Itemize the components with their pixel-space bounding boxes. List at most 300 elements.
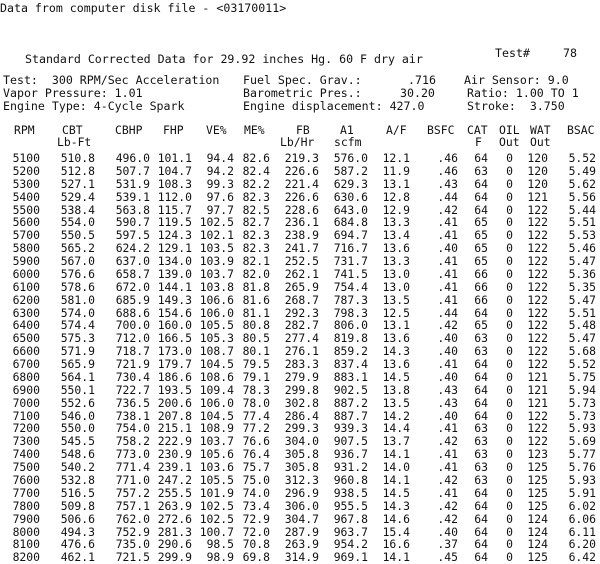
cell-me: 82.6 [242, 151, 270, 165]
cell-af: 14.0 [382, 460, 410, 475]
cell-wat: 122 [527, 357, 548, 372]
cell-bsac: 5.44 [568, 202, 596, 217]
cell-me: 72.0 [242, 524, 270, 539]
cell-fb: 226.6 [284, 189, 319, 204]
cell-bsfc: .43 [437, 395, 458, 410]
table-row [0, 487, 600, 500]
cell-cbhp: 754.0 [115, 421, 150, 436]
cell-fb: 305.8 [284, 447, 319, 462]
cell-fb: 287.9 [284, 524, 319, 539]
cell-wat: 122 [527, 279, 548, 294]
cell-a1: 931.2 [333, 460, 368, 475]
cell-bsac: 5.93 [568, 421, 596, 436]
cell-fhp: 144.1 [157, 279, 192, 294]
cell-ve: 104.5 [199, 408, 234, 423]
cell-af: 13.5 [382, 395, 410, 410]
cell-oil: 0 [506, 254, 513, 269]
cell-bsac: 5.47 [568, 331, 596, 346]
cell-fb: 263.9 [284, 537, 319, 552]
cell-oil: 0 [506, 266, 513, 281]
cell-fhp: 134.0 [157, 254, 192, 269]
cell-wat: 122 [527, 434, 548, 449]
cell-fhp: 149.3 [157, 292, 192, 307]
info-line-1-right: Air Sensor: 9.0 [464, 73, 569, 87]
cell-af: 13.1 [382, 176, 410, 191]
cell-bsac: 5.73 [568, 408, 596, 423]
cell-bsfc: .40 [437, 524, 458, 539]
header-wat-unit: Out [530, 135, 551, 149]
cell-ve: 103.8 [199, 279, 234, 294]
table-row [0, 461, 600, 474]
cell-fb: 241.7 [284, 241, 319, 256]
cell-cbhp: 597.5 [115, 228, 150, 243]
cell-fb: 252.5 [284, 254, 319, 269]
cell-bsfc: .40 [437, 369, 458, 384]
cell-rpm: 5700 [12, 228, 40, 243]
cell-bsac: 5.76 [568, 460, 596, 475]
cell-cbt: 574.0 [60, 305, 95, 320]
cell-ve: 108.9 [199, 421, 234, 436]
cell-af: 13.8 [382, 382, 410, 397]
cell-af: 14.1 [382, 550, 410, 564]
cell-cbhp: 688.6 [115, 305, 150, 320]
cell-oil: 0 [506, 460, 513, 475]
cell-cbhp: 736.5 [115, 395, 150, 410]
table-row [0, 178, 600, 191]
table-row [0, 410, 600, 423]
test-number-value: 78 [563, 46, 577, 60]
cell-oil: 0 [506, 382, 513, 397]
cell-cbt: 550.0 [60, 421, 95, 436]
cell-cbhp: 757.2 [115, 485, 150, 500]
cell-me: 75.0 [242, 473, 270, 487]
cell-ve: 97.7 [206, 202, 234, 217]
cell-bsac: 5.91 [568, 485, 596, 500]
cell-wat: 122 [527, 215, 548, 230]
cell-bsac: 6.42 [568, 550, 596, 564]
cell-bsac: 5.77 [568, 447, 596, 462]
cell-me: 79.1 [242, 369, 270, 384]
cell-me: 77.4 [242, 408, 270, 423]
cell-fb: 304.0 [284, 434, 319, 449]
cell-ve: 105.5 [199, 318, 234, 333]
cell-cat: 64 [474, 537, 488, 552]
cell-a1: 806.0 [333, 318, 368, 333]
cell-cat: 65 [474, 215, 488, 230]
cell-bsac: 5.62 [568, 176, 596, 191]
cell-a1: 798.3 [333, 305, 368, 320]
table-row [0, 384, 600, 397]
table-row [0, 242, 600, 255]
cell-af: 13.5 [382, 292, 410, 307]
header-fb: FB [296, 123, 310, 137]
cell-cbhp: 658.7 [115, 266, 150, 281]
cell-wat: 122 [527, 292, 548, 307]
cell-oil: 0 [506, 357, 513, 372]
header-cat-unit: F [475, 135, 482, 149]
cell-rpm: 5300 [12, 176, 40, 191]
cell-bsac: 5.46 [568, 241, 596, 256]
cell-oil: 0 [506, 447, 513, 462]
cell-ve: 104.5 [199, 357, 234, 372]
cell-a1: 587.2 [333, 163, 368, 178]
cell-af: 13.6 [382, 331, 410, 346]
cell-me: 80.8 [242, 318, 270, 333]
cell-a1: 859.2 [333, 344, 368, 359]
info-line-3-left: Engine Type: 4-Cycle Spark [3, 99, 185, 113]
cell-cbt: 565.9 [60, 357, 95, 372]
cell-fb: 221.4 [284, 176, 319, 191]
cell-cbhp: 738.1 [115, 408, 150, 423]
cell-cbt: 571.9 [60, 344, 95, 359]
cell-fhp: 239.1 [157, 460, 192, 475]
cell-bsfc: .42 [437, 498, 458, 513]
cell-a1: 969.1 [333, 550, 368, 564]
table-row [0, 538, 600, 551]
cell-af: 14.5 [382, 369, 410, 384]
cell-ve: 106.0 [199, 395, 234, 410]
cell-bsfc: .42 [437, 318, 458, 333]
cell-me: 82.3 [242, 241, 270, 256]
cell-bsac: 5.47 [568, 292, 596, 307]
file-header-line: Data from computer disk file - <03170011> [0, 1, 287, 15]
cell-af: 14.1 [382, 473, 410, 487]
cell-oil: 0 [506, 189, 513, 204]
table-row [0, 500, 600, 513]
table-row [0, 397, 600, 410]
cell-ve: 108.7 [199, 344, 234, 359]
cell-oil: 0 [506, 524, 513, 539]
cell-a1: 939.3 [333, 421, 368, 436]
cell-bsfc: .41 [437, 447, 458, 462]
cell-rpm: 6100 [12, 279, 40, 294]
cell-me: 75.7 [242, 460, 270, 475]
cell-fb: 277.4 [284, 331, 319, 346]
cell-fb: 228.6 [284, 202, 319, 217]
cell-cbhp: 757.1 [115, 498, 150, 513]
cell-cbhp: 590.7 [115, 215, 150, 230]
table-row [0, 204, 600, 217]
cell-cat: 64 [474, 395, 488, 410]
cell-cbhp: 722.7 [115, 382, 150, 397]
cell-me: 82.2 [242, 176, 270, 191]
cell-a1: 960.8 [333, 473, 368, 487]
header-a1: A1 [340, 123, 354, 137]
cell-cbhp: 718.7 [115, 344, 150, 359]
cell-cbt: 552.6 [60, 395, 95, 410]
cell-bsfc: .41 [437, 460, 458, 475]
cell-rpm: 7500 [12, 460, 40, 475]
cell-oil: 0 [506, 369, 513, 384]
cell-af: 13.7 [382, 434, 410, 449]
cell-cbt: 548.6 [60, 447, 95, 462]
cell-cbt: 510.8 [60, 151, 95, 165]
cell-fb: 265.9 [284, 279, 319, 294]
cell-cbhp: 700.0 [115, 318, 150, 333]
header-cat: CAT [467, 123, 488, 137]
cell-bsfc: .41 [437, 254, 458, 269]
cell-cat: 66 [474, 266, 488, 281]
cell-wat: 122 [527, 266, 548, 281]
cell-a1: 731.7 [333, 254, 368, 269]
cell-af: 13.0 [382, 266, 410, 281]
cell-rpm: 5400 [12, 189, 40, 204]
cell-cbt: 574.4 [60, 318, 95, 333]
cell-me: 82.5 [242, 202, 270, 217]
cell-rpm: 5200 [12, 163, 40, 178]
cell-cat: 63 [474, 473, 488, 487]
cell-fb: 236.1 [284, 215, 319, 230]
cell-af: 14.4 [382, 421, 410, 436]
cell-af: 14.3 [382, 344, 410, 359]
cell-cat: 64 [474, 498, 488, 513]
cell-af: 14.6 [382, 511, 410, 526]
cell-bsfc: .43 [437, 382, 458, 397]
cell-fhp: 215.1 [157, 421, 192, 436]
cell-af: 12.1 [382, 151, 410, 165]
cell-bsfc: .45 [437, 550, 458, 564]
cell-fhp: 255.5 [157, 485, 192, 500]
cell-wat: 122 [527, 202, 548, 217]
cell-fhp: 247.2 [157, 473, 192, 487]
cell-af: 13.0 [382, 279, 410, 294]
header-af: A/F [386, 123, 407, 137]
cell-me: 82.3 [242, 228, 270, 243]
cell-a1: 684.8 [333, 215, 368, 230]
cell-me: 80.1 [242, 344, 270, 359]
cell-rpm: 6300 [12, 305, 40, 320]
cell-wat: 120 [527, 163, 548, 178]
cell-fhp: 200.6 [157, 395, 192, 410]
cell-wat: 122 [527, 408, 548, 423]
cell-cbt: 512.8 [60, 163, 95, 178]
cell-fb: 262.1 [284, 266, 319, 281]
cell-cbt: 527.1 [60, 176, 95, 191]
cell-me: 72.9 [242, 511, 270, 526]
cell-af: 12.5 [382, 305, 410, 320]
cell-cbt: 578.6 [60, 279, 95, 294]
cell-cat: 65 [474, 241, 488, 256]
cell-af: 11.9 [382, 163, 410, 178]
cell-me: 73.4 [242, 498, 270, 513]
cell-a1: 629.3 [333, 176, 368, 191]
cell-fb: 219.3 [284, 151, 319, 165]
cell-ve: 103.6 [199, 460, 234, 475]
cell-a1: 936.7 [333, 447, 368, 462]
cell-a1: 716.7 [333, 241, 368, 256]
table-row [0, 152, 600, 165]
cell-fhp: 263.9 [157, 498, 192, 513]
cell-bsac: 5.47 [568, 254, 596, 269]
cell-bsfc: .40 [437, 408, 458, 423]
cell-af: 13.3 [382, 254, 410, 269]
cell-cat: 64 [474, 357, 488, 372]
cell-fhp: 101.1 [157, 151, 192, 165]
cell-cat: 66 [474, 292, 488, 307]
cell-cat: 63 [474, 163, 488, 178]
cell-fb: 302.8 [284, 395, 319, 410]
cell-ve: 94.4 [206, 151, 234, 165]
cell-wat: 121 [527, 189, 548, 204]
cell-cat: 65 [474, 318, 488, 333]
cell-me: 78.3 [242, 382, 270, 397]
cell-oil: 0 [506, 151, 513, 165]
header-cbt-unit: Lb-Ft [57, 135, 92, 149]
cell-oil: 0 [506, 163, 513, 178]
table-row [0, 319, 600, 332]
cell-fb: 226.6 [284, 163, 319, 178]
cell-me: 82.7 [242, 215, 270, 230]
cell-bsac: 5.73 [568, 395, 596, 410]
cell-af: 12.9 [382, 202, 410, 217]
cell-bsac: 5.75 [568, 369, 596, 384]
table-row [0, 345, 600, 358]
cell-me: 74.0 [242, 485, 270, 500]
cell-a1: 694.7 [333, 228, 368, 243]
cell-cbt: 565.2 [60, 241, 95, 256]
cell-oil: 0 [506, 408, 513, 423]
cell-oil: 0 [506, 176, 513, 191]
cell-cbt: 581.0 [60, 292, 95, 307]
cell-bsfc: .44 [437, 305, 458, 320]
cell-rpm: 5800 [12, 241, 40, 256]
cell-a1: 576.0 [333, 151, 368, 165]
table-row [0, 526, 600, 539]
table-row [0, 448, 600, 461]
cell-wat: 122 [527, 421, 548, 436]
info-line-3-mid: Engine displacement: 427.0 [243, 99, 425, 113]
cell-bsac: 5.53 [568, 228, 596, 243]
cell-oil: 0 [506, 485, 513, 500]
cell-cbhp: 672.0 [115, 279, 150, 294]
cell-ve: 94.2 [206, 163, 234, 178]
cell-fhp: 154.6 [157, 305, 192, 320]
cell-wat: 121 [527, 382, 548, 397]
table-row [0, 281, 600, 294]
cell-me: 78.0 [242, 395, 270, 410]
cell-me: 76.6 [242, 434, 270, 449]
cell-bsac: 5.94 [568, 382, 596, 397]
cell-af: 13.6 [382, 241, 410, 256]
cell-cbhp: 624.2 [115, 241, 150, 256]
cell-cbhp: 771.0 [115, 473, 150, 487]
cell-fhp: 129.1 [157, 241, 192, 256]
cell-cbt: 545.5 [60, 434, 95, 449]
cell-cat: 63 [474, 421, 488, 436]
cell-cbt: 564.1 [60, 369, 95, 384]
cell-ve: 103.5 [199, 241, 234, 256]
table-row [0, 435, 600, 448]
cell-bsfc: .41 [437, 357, 458, 372]
cell-a1: 819.8 [333, 331, 368, 346]
cell-rpm: 5900 [12, 254, 40, 269]
cell-af: 14.2 [382, 408, 410, 423]
cell-me: 76.4 [242, 447, 270, 462]
cell-af: 13.1 [382, 318, 410, 333]
cell-a1: 902.5 [333, 382, 368, 397]
cell-rpm: 6700 [12, 357, 40, 372]
cell-cat: 64 [474, 511, 488, 526]
cell-wat: 122 [527, 331, 548, 346]
info-line-2-mid-value: 30.20 [400, 86, 435, 100]
cell-cat: 64 [474, 382, 488, 397]
cell-rpm: 5500 [12, 202, 40, 217]
header-a1-unit: scfm [334, 135, 362, 149]
cell-bsac: 6.20 [568, 537, 596, 552]
cell-rpm: 7700 [12, 485, 40, 500]
cell-a1: 887.7 [333, 408, 368, 423]
cell-bsac: 5.51 [568, 305, 596, 320]
cell-wat: 121 [527, 369, 548, 384]
cell-a1: 954.2 [333, 537, 368, 552]
table-row [0, 165, 600, 178]
cell-fhp: 299.9 [157, 550, 192, 564]
cell-wat: 124 [527, 511, 548, 526]
info-line-3-right: Stroke: 3.750 [467, 99, 565, 113]
cell-bsfc: .42 [437, 434, 458, 449]
cell-ve: 106.6 [199, 292, 234, 307]
cell-me: 82.0 [242, 266, 270, 281]
cell-af: 14.1 [382, 447, 410, 462]
cell-wat: 122 [527, 228, 548, 243]
cell-cbhp: 735.0 [115, 537, 150, 552]
cell-af: 14.5 [382, 485, 410, 500]
cell-rpm: 6500 [12, 331, 40, 346]
cell-cat: 65 [474, 228, 488, 243]
table-row [0, 474, 600, 487]
table-row [0, 268, 600, 281]
cell-fb: 268.7 [284, 292, 319, 307]
cell-bsac: 5.52 [568, 357, 596, 372]
cell-cbhp: 685.9 [115, 292, 150, 307]
cell-a1: 883.1 [333, 369, 368, 384]
cell-wat: 120 [527, 151, 548, 165]
cell-fhp: 124.3 [157, 228, 192, 243]
cell-rpm: 7900 [12, 511, 40, 526]
cell-wat: 122 [527, 318, 548, 333]
cell-oil: 0 [506, 421, 513, 436]
cell-ve: 97.6 [206, 189, 234, 204]
cell-me: 80.5 [242, 331, 270, 346]
cell-cbhp: 730.4 [115, 369, 150, 384]
cell-me: 82.4 [242, 163, 270, 178]
cell-cbhp: 531.9 [115, 176, 150, 191]
cell-bsfc: .40 [437, 344, 458, 359]
cell-ve: 103.7 [199, 434, 234, 449]
cell-bsfc: .44 [437, 189, 458, 204]
cell-cat: 64 [474, 408, 488, 423]
cell-ve: 105.3 [199, 331, 234, 346]
cell-fhp: 104.7 [157, 163, 192, 178]
cell-fb: 276.1 [284, 344, 319, 359]
cell-cbt: 494.3 [60, 524, 95, 539]
cell-cat: 64 [474, 189, 488, 204]
cell-bsfc: .41 [437, 228, 458, 243]
cell-a1: 955.5 [333, 498, 368, 513]
cell-bsfc: .40 [437, 241, 458, 256]
cell-fhp: 139.0 [157, 266, 192, 281]
cell-cbhp: 721.5 [115, 550, 150, 564]
cell-rpm: 6800 [12, 369, 40, 384]
cell-rpm: 7400 [12, 447, 40, 462]
cell-fhp: 119.5 [157, 215, 192, 230]
cell-cbt: 532.8 [60, 473, 95, 487]
cell-me: 81.6 [242, 292, 270, 307]
cell-wat: 121 [527, 395, 548, 410]
cell-cbt: 550.1 [60, 382, 95, 397]
header-oil-unit: Out [499, 135, 520, 149]
cell-a1: 630.6 [333, 189, 368, 204]
